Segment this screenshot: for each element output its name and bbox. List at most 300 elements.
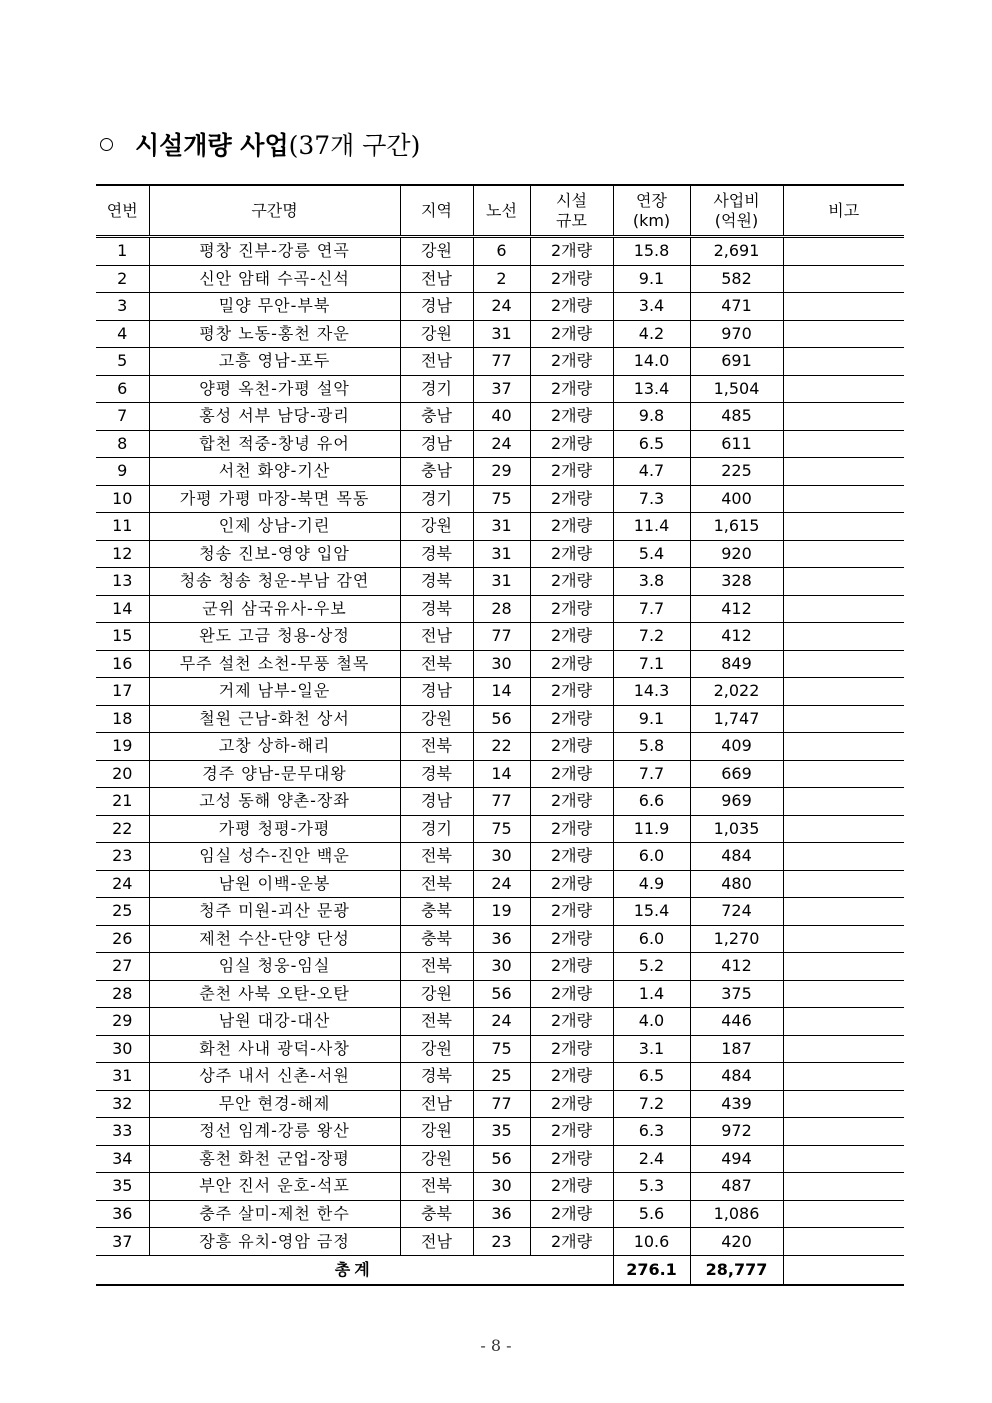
cell-route: 22 — [473, 733, 530, 761]
cell-no: 8 — [96, 430, 149, 458]
table-row — [96, 1035, 904, 1063]
cell-route: 23 — [473, 1228, 530, 1256]
cell-remarks — [783, 1063, 904, 1091]
cell-no: 1 — [96, 237, 149, 266]
cell-facility: 2개량 — [530, 1035, 613, 1063]
cell-route: 24 — [473, 1008, 530, 1036]
cell-no: 34 — [96, 1145, 149, 1173]
cell-length: 4.0 — [613, 1008, 690, 1036]
table-row — [96, 265, 904, 293]
cell-cost: 409 — [690, 733, 783, 761]
cell-region: 충북 — [400, 898, 473, 926]
cell-no: 24 — [96, 870, 149, 898]
total-length: 276.1 — [613, 1256, 690, 1286]
cell-route: 56 — [473, 1145, 530, 1173]
cell-region: 경기 — [400, 815, 473, 843]
cell-remarks — [783, 815, 904, 843]
cell-no: 21 — [96, 788, 149, 816]
cell-facility: 2개량 — [530, 1145, 613, 1173]
table-row — [96, 430, 904, 458]
cell-cost: 412 — [690, 595, 783, 623]
cell-facility: 2개량 — [530, 925, 613, 953]
table-row — [96, 705, 904, 733]
cell-cost: 2,691 — [690, 237, 783, 266]
cell-region: 전남 — [400, 623, 473, 651]
cell-length: 14.3 — [613, 678, 690, 706]
cell-length: 5.8 — [613, 733, 690, 761]
cell-route: 28 — [473, 595, 530, 623]
cell-length: 2.4 — [613, 1145, 690, 1173]
cell-cost: 400 — [690, 485, 783, 513]
cell-no: 20 — [96, 760, 149, 788]
cell-facility: 2개량 — [530, 540, 613, 568]
cell-cost: 439 — [690, 1090, 783, 1118]
cell-length: 6.0 — [613, 925, 690, 953]
cell-length: 7.1 — [613, 650, 690, 678]
cell-name: 고흥 영남-포두 — [149, 348, 400, 376]
cell-region: 전남 — [400, 265, 473, 293]
cell-name: 서천 화양-기산 — [149, 458, 400, 486]
cell-length: 7.2 — [613, 1090, 690, 1118]
cell-facility: 2개량 — [530, 1228, 613, 1256]
cell-length: 15.8 — [613, 237, 690, 266]
cell-remarks — [783, 568, 904, 596]
cell-remarks — [783, 540, 904, 568]
cell-name: 정선 임계-강릉 왕산 — [149, 1118, 400, 1146]
cell-no: 22 — [96, 815, 149, 843]
cell-remarks — [783, 733, 904, 761]
cell-cost: 420 — [690, 1228, 783, 1256]
cell-route: 24 — [473, 870, 530, 898]
cell-length: 6.5 — [613, 430, 690, 458]
table-row — [96, 1118, 904, 1146]
cell-name: 철원 근남-화천 상서 — [149, 705, 400, 733]
cell-no: 17 — [96, 678, 149, 706]
cell-no: 10 — [96, 485, 149, 513]
cell-remarks — [783, 623, 904, 651]
table-row — [96, 898, 904, 926]
cell-no: 25 — [96, 898, 149, 926]
cell-name: 가평 가평 마장-북면 목동 — [149, 485, 400, 513]
cell-cost: 484 — [690, 843, 783, 871]
cell-length: 3.4 — [613, 293, 690, 321]
cell-facility: 2개량 — [530, 953, 613, 981]
cell-no: 12 — [96, 540, 149, 568]
table-row — [96, 485, 904, 513]
table-row — [96, 733, 904, 761]
cell-route: 40 — [473, 403, 530, 431]
table-row — [96, 595, 904, 623]
table-row — [96, 458, 904, 486]
cell-no: 11 — [96, 513, 149, 541]
cell-remarks — [783, 430, 904, 458]
cell-facility: 2개량 — [530, 1063, 613, 1091]
table-row — [96, 953, 904, 981]
cell-facility: 2개량 — [530, 1200, 613, 1228]
cell-no: 33 — [96, 1118, 149, 1146]
cell-route: 30 — [473, 650, 530, 678]
cell-cost: 1,086 — [690, 1200, 783, 1228]
table-row — [96, 760, 904, 788]
cell-name: 합천 적중-창녕 유어 — [149, 430, 400, 458]
cell-cost: 2,022 — [690, 678, 783, 706]
cell-length: 1.4 — [613, 980, 690, 1008]
header-name: 구간명 — [149, 185, 400, 237]
table-row — [96, 678, 904, 706]
section-title — [100, 124, 420, 164]
cell-remarks — [783, 403, 904, 431]
circle-bullet-icon — [100, 138, 113, 151]
facility-improvement-table — [96, 184, 904, 1286]
cell-no: 23 — [96, 843, 149, 871]
section-title-main: 시설개량 사업 — [135, 131, 289, 160]
cell-name: 충주 살미-제천 한수 — [149, 1200, 400, 1228]
table-row — [96, 375, 904, 403]
cell-route: 77 — [473, 1090, 530, 1118]
cell-facility: 2개량 — [530, 1118, 613, 1146]
cell-length: 6.3 — [613, 1118, 690, 1146]
cell-length: 3.1 — [613, 1035, 690, 1063]
cell-region: 충북 — [400, 1200, 473, 1228]
cell-facility: 2개량 — [530, 265, 613, 293]
cell-no: 3 — [96, 293, 149, 321]
cell-cost: 611 — [690, 430, 783, 458]
cell-no: 6 — [96, 375, 149, 403]
cell-remarks — [783, 953, 904, 981]
cell-cost: 970 — [690, 320, 783, 348]
cell-remarks — [783, 265, 904, 293]
table-row — [96, 1145, 904, 1173]
cell-route: 19 — [473, 898, 530, 926]
cell-remarks — [783, 705, 904, 733]
cell-remarks — [783, 348, 904, 376]
cell-remarks — [783, 1228, 904, 1256]
cell-route: 30 — [473, 843, 530, 871]
cell-cost: 1,270 — [690, 925, 783, 953]
cell-length: 7.7 — [613, 595, 690, 623]
cell-cost: 724 — [690, 898, 783, 926]
table-row — [96, 1090, 904, 1118]
cell-facility: 2개량 — [530, 733, 613, 761]
cell-region: 전북 — [400, 843, 473, 871]
cell-cost: 187 — [690, 1035, 783, 1063]
cell-remarks — [783, 760, 904, 788]
cell-region: 경북 — [400, 568, 473, 596]
cell-name: 제천 수산-단양 단성 — [149, 925, 400, 953]
cell-name: 홍성 서부 남당-광리 — [149, 403, 400, 431]
cell-name: 평창 노동-홍천 자운 — [149, 320, 400, 348]
cell-region: 전북 — [400, 733, 473, 761]
cell-facility: 2개량 — [530, 320, 613, 348]
cell-region: 경남 — [400, 678, 473, 706]
cell-name: 임실 성수-진안 백운 — [149, 843, 400, 871]
cell-remarks — [783, 925, 904, 953]
table-row — [96, 1200, 904, 1228]
cell-facility: 2개량 — [530, 375, 613, 403]
cell-no: 2 — [96, 265, 149, 293]
cell-name: 청송 진보-영양 입암 — [149, 540, 400, 568]
cell-region: 전북 — [400, 650, 473, 678]
cell-no: 4 — [96, 320, 149, 348]
cell-length: 5.6 — [613, 1200, 690, 1228]
cell-name: 완도 고금 청용-상정 — [149, 623, 400, 651]
cell-region: 전남 — [400, 1228, 473, 1256]
cell-length: 5.4 — [613, 540, 690, 568]
cell-cost: 494 — [690, 1145, 783, 1173]
cell-no: 31 — [96, 1063, 149, 1091]
table-row — [96, 815, 904, 843]
table-row — [96, 403, 904, 431]
table-row — [96, 1063, 904, 1091]
total-row — [96, 1256, 904, 1286]
cell-length: 11.4 — [613, 513, 690, 541]
cell-facility: 2개량 — [530, 815, 613, 843]
table-header-row — [96, 185, 904, 237]
cell-route: 29 — [473, 458, 530, 486]
cell-name: 청주 미원-괴산 문광 — [149, 898, 400, 926]
cell-cost: 471 — [690, 293, 783, 321]
cell-cost: 487 — [690, 1173, 783, 1201]
cell-facility: 2개량 — [530, 568, 613, 596]
cell-remarks — [783, 678, 904, 706]
table-row — [96, 320, 904, 348]
cell-name: 인제 상남-기린 — [149, 513, 400, 541]
cell-remarks — [783, 237, 904, 266]
cell-cost: 849 — [690, 650, 783, 678]
cell-region: 전북 — [400, 1173, 473, 1201]
cell-remarks — [783, 375, 904, 403]
cell-remarks — [783, 513, 904, 541]
cell-cost: 582 — [690, 265, 783, 293]
cell-length: 4.7 — [613, 458, 690, 486]
cell-facility: 2개량 — [530, 458, 613, 486]
cell-no: 36 — [96, 1200, 149, 1228]
table-row — [96, 623, 904, 651]
cell-name: 부안 진서 운호-석포 — [149, 1173, 400, 1201]
cell-facility: 2개량 — [530, 623, 613, 651]
cell-facility: 2개량 — [530, 870, 613, 898]
cell-facility: 2개량 — [530, 485, 613, 513]
cell-route: 30 — [473, 1173, 530, 1201]
cell-name: 거제 남부-일운 — [149, 678, 400, 706]
cell-length: 15.4 — [613, 898, 690, 926]
header-length: 연장 (km) — [613, 185, 690, 237]
cell-region: 충남 — [400, 403, 473, 431]
cell-region: 강원 — [400, 513, 473, 541]
cell-facility: 2개량 — [530, 1008, 613, 1036]
cell-no: 15 — [96, 623, 149, 651]
cell-length: 6.5 — [613, 1063, 690, 1091]
cell-facility: 2개량 — [530, 1090, 613, 1118]
cell-route: 35 — [473, 1118, 530, 1146]
cell-cost: 669 — [690, 760, 783, 788]
cell-route: 6 — [473, 237, 530, 266]
cell-no: 29 — [96, 1008, 149, 1036]
cell-route: 56 — [473, 705, 530, 733]
cell-name: 군위 삼국유사-우보 — [149, 595, 400, 623]
cell-no: 32 — [96, 1090, 149, 1118]
cell-region: 경북 — [400, 595, 473, 623]
cell-name: 무안 현경-해제 — [149, 1090, 400, 1118]
cell-no: 30 — [96, 1035, 149, 1063]
cell-name: 평창 진부-강릉 연곡 — [149, 237, 400, 266]
cell-remarks — [783, 870, 904, 898]
cell-no: 26 — [96, 925, 149, 953]
table-row — [96, 1008, 904, 1036]
cell-no: 14 — [96, 595, 149, 623]
cell-route: 77 — [473, 788, 530, 816]
cell-region: 강원 — [400, 1118, 473, 1146]
cell-cost: 446 — [690, 1008, 783, 1036]
cell-name: 남원 대강-대산 — [149, 1008, 400, 1036]
cell-route: 2 — [473, 265, 530, 293]
cell-route: 56 — [473, 980, 530, 1008]
cell-route: 24 — [473, 430, 530, 458]
cell-length: 6.6 — [613, 788, 690, 816]
cell-region: 강원 — [400, 237, 473, 266]
cell-remarks — [783, 1118, 904, 1146]
cell-cost: 1,747 — [690, 705, 783, 733]
cell-route: 75 — [473, 1035, 530, 1063]
cell-no: 18 — [96, 705, 149, 733]
page-number: - 8 - — [480, 1336, 512, 1355]
cell-facility: 2개량 — [530, 898, 613, 926]
cell-name: 임실 청웅-임실 — [149, 953, 400, 981]
cell-name: 남원 이백-운봉 — [149, 870, 400, 898]
cell-region: 경남 — [400, 788, 473, 816]
cell-route: 24 — [473, 293, 530, 321]
cell-region: 강원 — [400, 1035, 473, 1063]
cell-remarks — [783, 1035, 904, 1063]
cell-route: 77 — [473, 348, 530, 376]
cell-name: 청송 청송 청운-부남 감연 — [149, 568, 400, 596]
cell-remarks — [783, 980, 904, 1008]
cell-facility: 2개량 — [530, 788, 613, 816]
cell-name: 홍천 화천 군업-장평 — [149, 1145, 400, 1173]
section-title-count: (37개 구간) — [288, 131, 421, 160]
cell-name: 양평 옥천-가평 설악 — [149, 375, 400, 403]
cell-remarks — [783, 293, 904, 321]
cell-region: 전남 — [400, 1090, 473, 1118]
cell-cost: 484 — [690, 1063, 783, 1091]
cell-no: 16 — [96, 650, 149, 678]
cell-cost: 920 — [690, 540, 783, 568]
cell-cost: 412 — [690, 623, 783, 651]
cell-length: 9.8 — [613, 403, 690, 431]
cell-no: 27 — [96, 953, 149, 981]
cell-length: 9.1 — [613, 265, 690, 293]
header-route: 노선 — [473, 185, 530, 237]
cell-name: 춘천 사북 오탄-오탄 — [149, 980, 400, 1008]
total-label: 총계 — [96, 1256, 613, 1286]
cell-remarks — [783, 1008, 904, 1036]
cell-facility: 2개량 — [530, 430, 613, 458]
cell-facility: 2개량 — [530, 980, 613, 1008]
cell-remarks — [783, 843, 904, 871]
cell-region: 경북 — [400, 760, 473, 788]
table-body — [96, 237, 904, 1256]
cell-length: 7.7 — [613, 760, 690, 788]
cell-region: 경기 — [400, 375, 473, 403]
cell-length: 9.1 — [613, 705, 690, 733]
table-row — [96, 650, 904, 678]
table-row — [96, 513, 904, 541]
cell-cost: 225 — [690, 458, 783, 486]
cell-remarks — [783, 458, 904, 486]
cell-remarks — [783, 898, 904, 926]
table-row — [96, 348, 904, 376]
cell-route: 14 — [473, 760, 530, 788]
cell-length: 13.4 — [613, 375, 690, 403]
cell-region: 강원 — [400, 705, 473, 733]
cell-route: 31 — [473, 513, 530, 541]
cell-facility: 2개량 — [530, 1173, 613, 1201]
header-region: 지역 — [400, 185, 473, 237]
table-row — [96, 843, 904, 871]
cell-no: 35 — [96, 1173, 149, 1201]
header-facility: 시설 규모 — [530, 185, 613, 237]
table-row — [96, 788, 904, 816]
cell-region: 경기 — [400, 485, 473, 513]
cell-no: 19 — [96, 733, 149, 761]
cell-cost: 972 — [690, 1118, 783, 1146]
cell-route: 31 — [473, 568, 530, 596]
cell-no: 7 — [96, 403, 149, 431]
cell-cost: 328 — [690, 568, 783, 596]
cell-facility: 2개량 — [530, 595, 613, 623]
cell-length: 3.8 — [613, 568, 690, 596]
cell-route: 31 — [473, 320, 530, 348]
cell-remarks — [783, 595, 904, 623]
cell-facility: 2개량 — [530, 650, 613, 678]
cell-length: 4.2 — [613, 320, 690, 348]
cell-facility: 2개량 — [530, 678, 613, 706]
cell-length: 7.3 — [613, 485, 690, 513]
cell-facility: 2개량 — [530, 705, 613, 733]
cell-region: 경북 — [400, 1063, 473, 1091]
header-remarks: 비고 — [783, 185, 904, 237]
cell-route: 31 — [473, 540, 530, 568]
cell-name: 상주 내서 신촌-서원 — [149, 1063, 400, 1091]
cell-name: 밀양 무안-부북 — [149, 293, 400, 321]
cell-cost: 375 — [690, 980, 783, 1008]
cell-route: 14 — [473, 678, 530, 706]
cell-name: 경주 양남-문무대왕 — [149, 760, 400, 788]
cell-length: 10.6 — [613, 1228, 690, 1256]
total-cost: 28,777 — [690, 1256, 783, 1286]
cell-route: 75 — [473, 485, 530, 513]
cell-facility: 2개량 — [530, 843, 613, 871]
cell-no: 9 — [96, 458, 149, 486]
cell-facility: 2개량 — [530, 348, 613, 376]
cell-region: 충남 — [400, 458, 473, 486]
cell-cost: 1,504 — [690, 375, 783, 403]
cell-region: 충북 — [400, 925, 473, 953]
table-row — [96, 293, 904, 321]
table-row — [96, 540, 904, 568]
cell-route: 36 — [473, 1200, 530, 1228]
cell-length: 5.2 — [613, 953, 690, 981]
total-remarks — [783, 1256, 904, 1286]
table-row — [96, 237, 904, 266]
cell-remarks — [783, 1173, 904, 1201]
cell-facility: 2개량 — [530, 237, 613, 266]
cell-cost: 691 — [690, 348, 783, 376]
table-row — [96, 925, 904, 953]
cell-length: 5.3 — [613, 1173, 690, 1201]
cell-name: 고성 동해 양촌-장좌 — [149, 788, 400, 816]
cell-region: 강원 — [400, 320, 473, 348]
